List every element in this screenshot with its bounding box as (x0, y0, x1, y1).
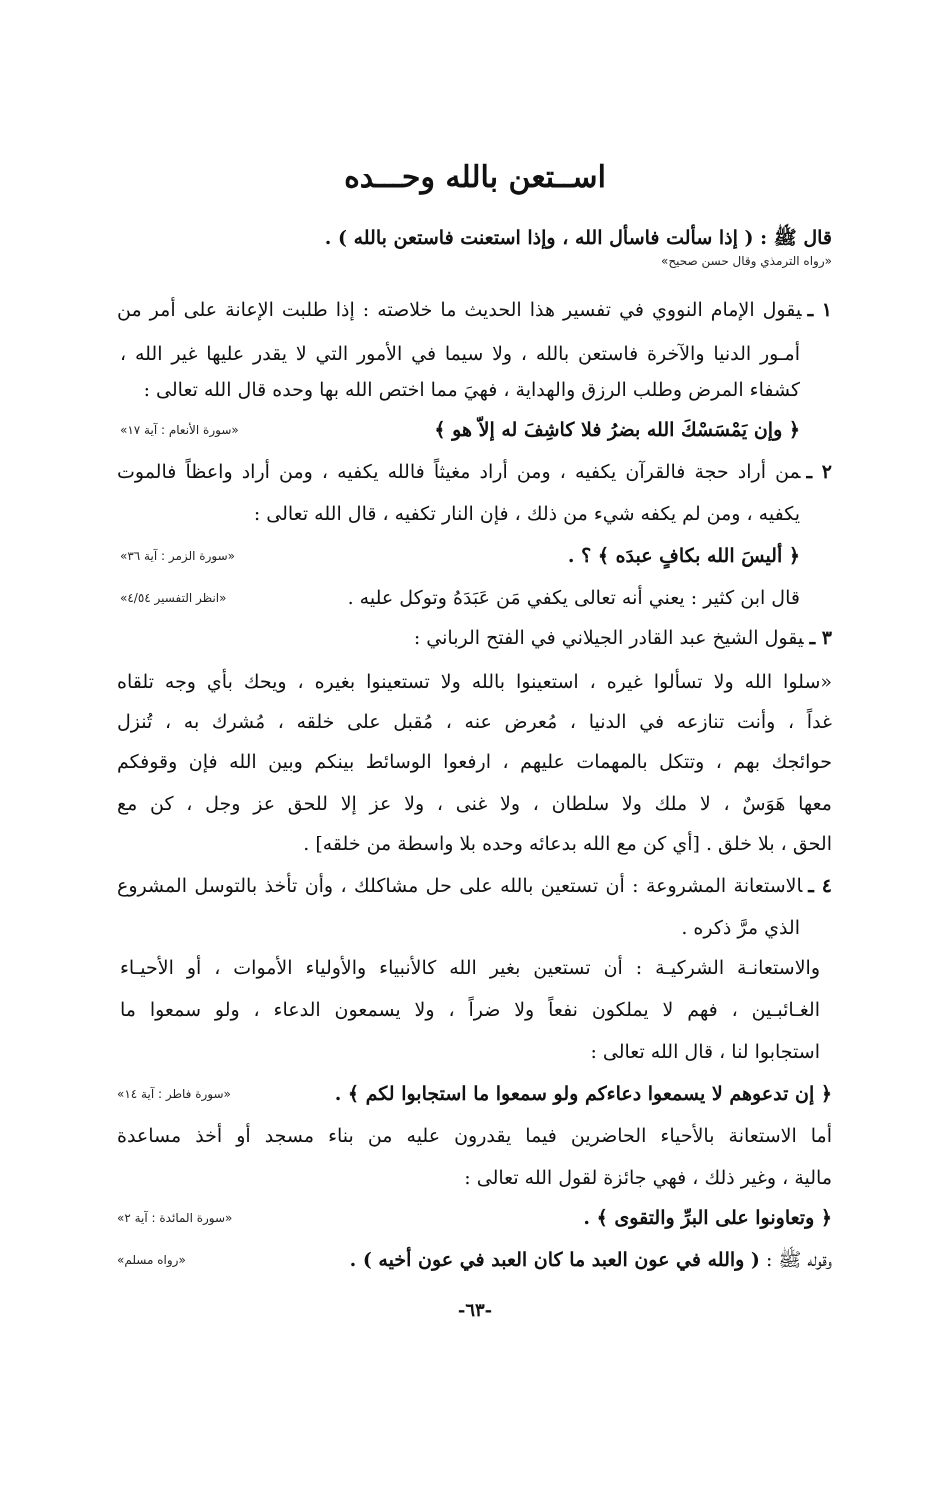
p3-text-1: «سلوا الله ولا تسألوا غيره ، استعينوا بالله ولا تستعينوا بغيره ، ويحك بأي وجه تلقاه (117, 671, 832, 693)
page-number: -٦٣- (457, 1300, 493, 1321)
p4-text-4: الغـائبـين ، فهم لا يملكون نفعاً ولا ضراً ، ولا يسمعون الدعاء ، ولو سمعوا ما (120, 999, 820, 1021)
p1-text-1: يقول الإمام النووي في تفسير هذا الحديث ما خلاصته : إذا طلبت الإعانة على أمر من (117, 299, 802, 321)
p4-verse-line (117, 1074, 832, 1114)
p2-number: ٢ ـ (806, 461, 832, 483)
p2-line-2 (120, 494, 800, 534)
p4-verse2-line (117, 1198, 832, 1238)
p2-verse-line (120, 536, 800, 576)
p4-text-3: والاستعانـة الشركيـة : أن تستعين بغير الله كالأنبياء والأولياء الأموات ، أو الأحيـاء (120, 957, 820, 979)
p1-text-3: كشفاء المرض وطلب الرزق والهداية ، فهيَ مما اختص الله بها وحده قال الله تعالى : (143, 379, 800, 401)
p3-head: يقول الشيخ عبد القادر الجيلاني في الفتح الرباني : (413, 627, 804, 649)
p1-verse-ref: «سورة الأنعام : آية ١٧» (120, 423, 239, 437)
p3-text-5: الحق ، بلا خلق . [أي كن مع الله بدعائه وحده بلا واسطة من خلقه] . (303, 833, 832, 855)
p2-text-2: يكفيه ، ومن لم يكفه شيء من ذلك ، فإن النار تكفيه ، قال الله تعالى : (253, 503, 800, 525)
p1-number: ١ ـ (807, 299, 832, 321)
p4-verse-ref: «سورة فاطر : آية ١٤» (117, 1087, 231, 1101)
p4-last-prefix: وقوله ﷺ : (765, 1249, 832, 1271)
p1-line-2 (120, 334, 800, 374)
p4-last-hadith: ( والله في عون العبد ما كان العبد في عون أخيه ) . (349, 1249, 760, 1271)
p4-verse: ﴿ إن تدعوهم لا يسمعوا دعاءكم ولو سمعوا ما استجابوا لكم ﴾ . (334, 1083, 832, 1105)
p2-ibn-ref: «انظر التفسير ٤/٥٤» (120, 591, 227, 605)
p4-text-2: الذي مرَّ ذكره . (681, 917, 800, 939)
hadith-source: «رواه الترمذي وقال حسن صحيح» (661, 254, 832, 268)
p3-line-3 (117, 742, 832, 782)
p2-ibn-kathir: قال ابن كثير : يعني أنه تعالى يكفي مَن عَبَدَهُ وتوكل عليه . (347, 587, 800, 609)
p3-line-1 (117, 662, 832, 702)
p4-last-line (117, 1240, 832, 1280)
p4-line-3 (120, 948, 820, 988)
p4-verse2-ref: «سورة المائدة : آية ٢» (117, 1211, 233, 1225)
hadith-line (117, 218, 832, 258)
p3-text-2: غداً ، وأنت تنازعه في الدنيا ، مُعرض عنه ، مُقبل على خلقه ، مُشرك به ، تُنزل (117, 711, 832, 733)
p1-text-2: أمـور الدنيا والآخرة فاستعن بالله ، ولا سيما في الأمور التي لا يقدر عليها غير الله ، (120, 343, 800, 365)
p1-line-3 (120, 370, 800, 410)
p3-line-5 (117, 824, 832, 864)
p4-text-6: أما الاستعانة بالأحياء الحاضرين فيما يقدرون عليه من بناء مسجد أو أخذ مساعدة (117, 1125, 832, 1147)
p3-line-2 (117, 702, 832, 742)
p3-head-line (117, 618, 832, 658)
p2-text-1: من أراد حجة فالقرآن يكفيه ، ومن أراد مغيثاً فالله يكفيه ، ومن أراد واعظاً فالموت (117, 461, 801, 483)
p4-line-7 (117, 1158, 832, 1198)
p4-last-ref: «رواه مسلم» (117, 1253, 186, 1267)
p3-text-4: معها هَوَسٌ ، لا ملك ولا سلطان ، ولا غنى ، ولا عز إلا للحق عز وجل ، كن مع (117, 793, 832, 815)
p2-ibn-line (120, 578, 800, 618)
p4-text-1: الاستعانة المشروعة : أن تستعين بالله على حل مشاكلك ، وأن تأخذ بالتوسل المشروع (117, 875, 803, 897)
p4-line-1 (117, 866, 832, 906)
p4-line-5 (120, 1032, 820, 1072)
p4-verse2: ﴿ وتعاونوا على البرِّ والتقوى ﴾ . (583, 1207, 832, 1229)
p4-text-7: مالية ، وغير ذلك ، فهي جائزة لقول الله تعالى : (464, 1167, 832, 1189)
p3-text-3: حوائجك بهم ، وتتكل بالمهمات عليهم ، ارفعوا الوسائط بينكم وبين الله فإن وقوفكم (117, 751, 832, 773)
p1-verse-line (120, 410, 800, 450)
p1-line-1 (117, 290, 832, 330)
p2-verse-ref: «سورة الزمر : آية ٣٦» (120, 549, 235, 563)
p4-line-4 (120, 990, 820, 1030)
p3-number: ٣ ـ (809, 627, 832, 649)
hadith-text: قال ﷺ : ( إذا سألت فاسأل الله ، وإذا استعنت فاستعن بالله ) . (324, 227, 832, 249)
p4-number: ٤ ـ (808, 875, 832, 897)
p4-text-5: استجابوا لنا ، قال الله تعالى : (590, 1041, 820, 1063)
p3-line-4 (117, 784, 832, 824)
p2-verse: ﴿ أليسَ الله بكافٍ عبدَه ﴾ ؟ . (567, 545, 800, 567)
p1-verse: ﴿ وإن يَمْسَسْكَ الله بضرُ فلا كاشِفَ له إلاّ هو ﴾ (434, 419, 800, 441)
p2-line-1 (117, 452, 832, 492)
p4-line-2 (120, 908, 800, 948)
p4-line-6 (117, 1116, 832, 1156)
page-title: اســتعن بالله وحـــده (344, 160, 606, 195)
